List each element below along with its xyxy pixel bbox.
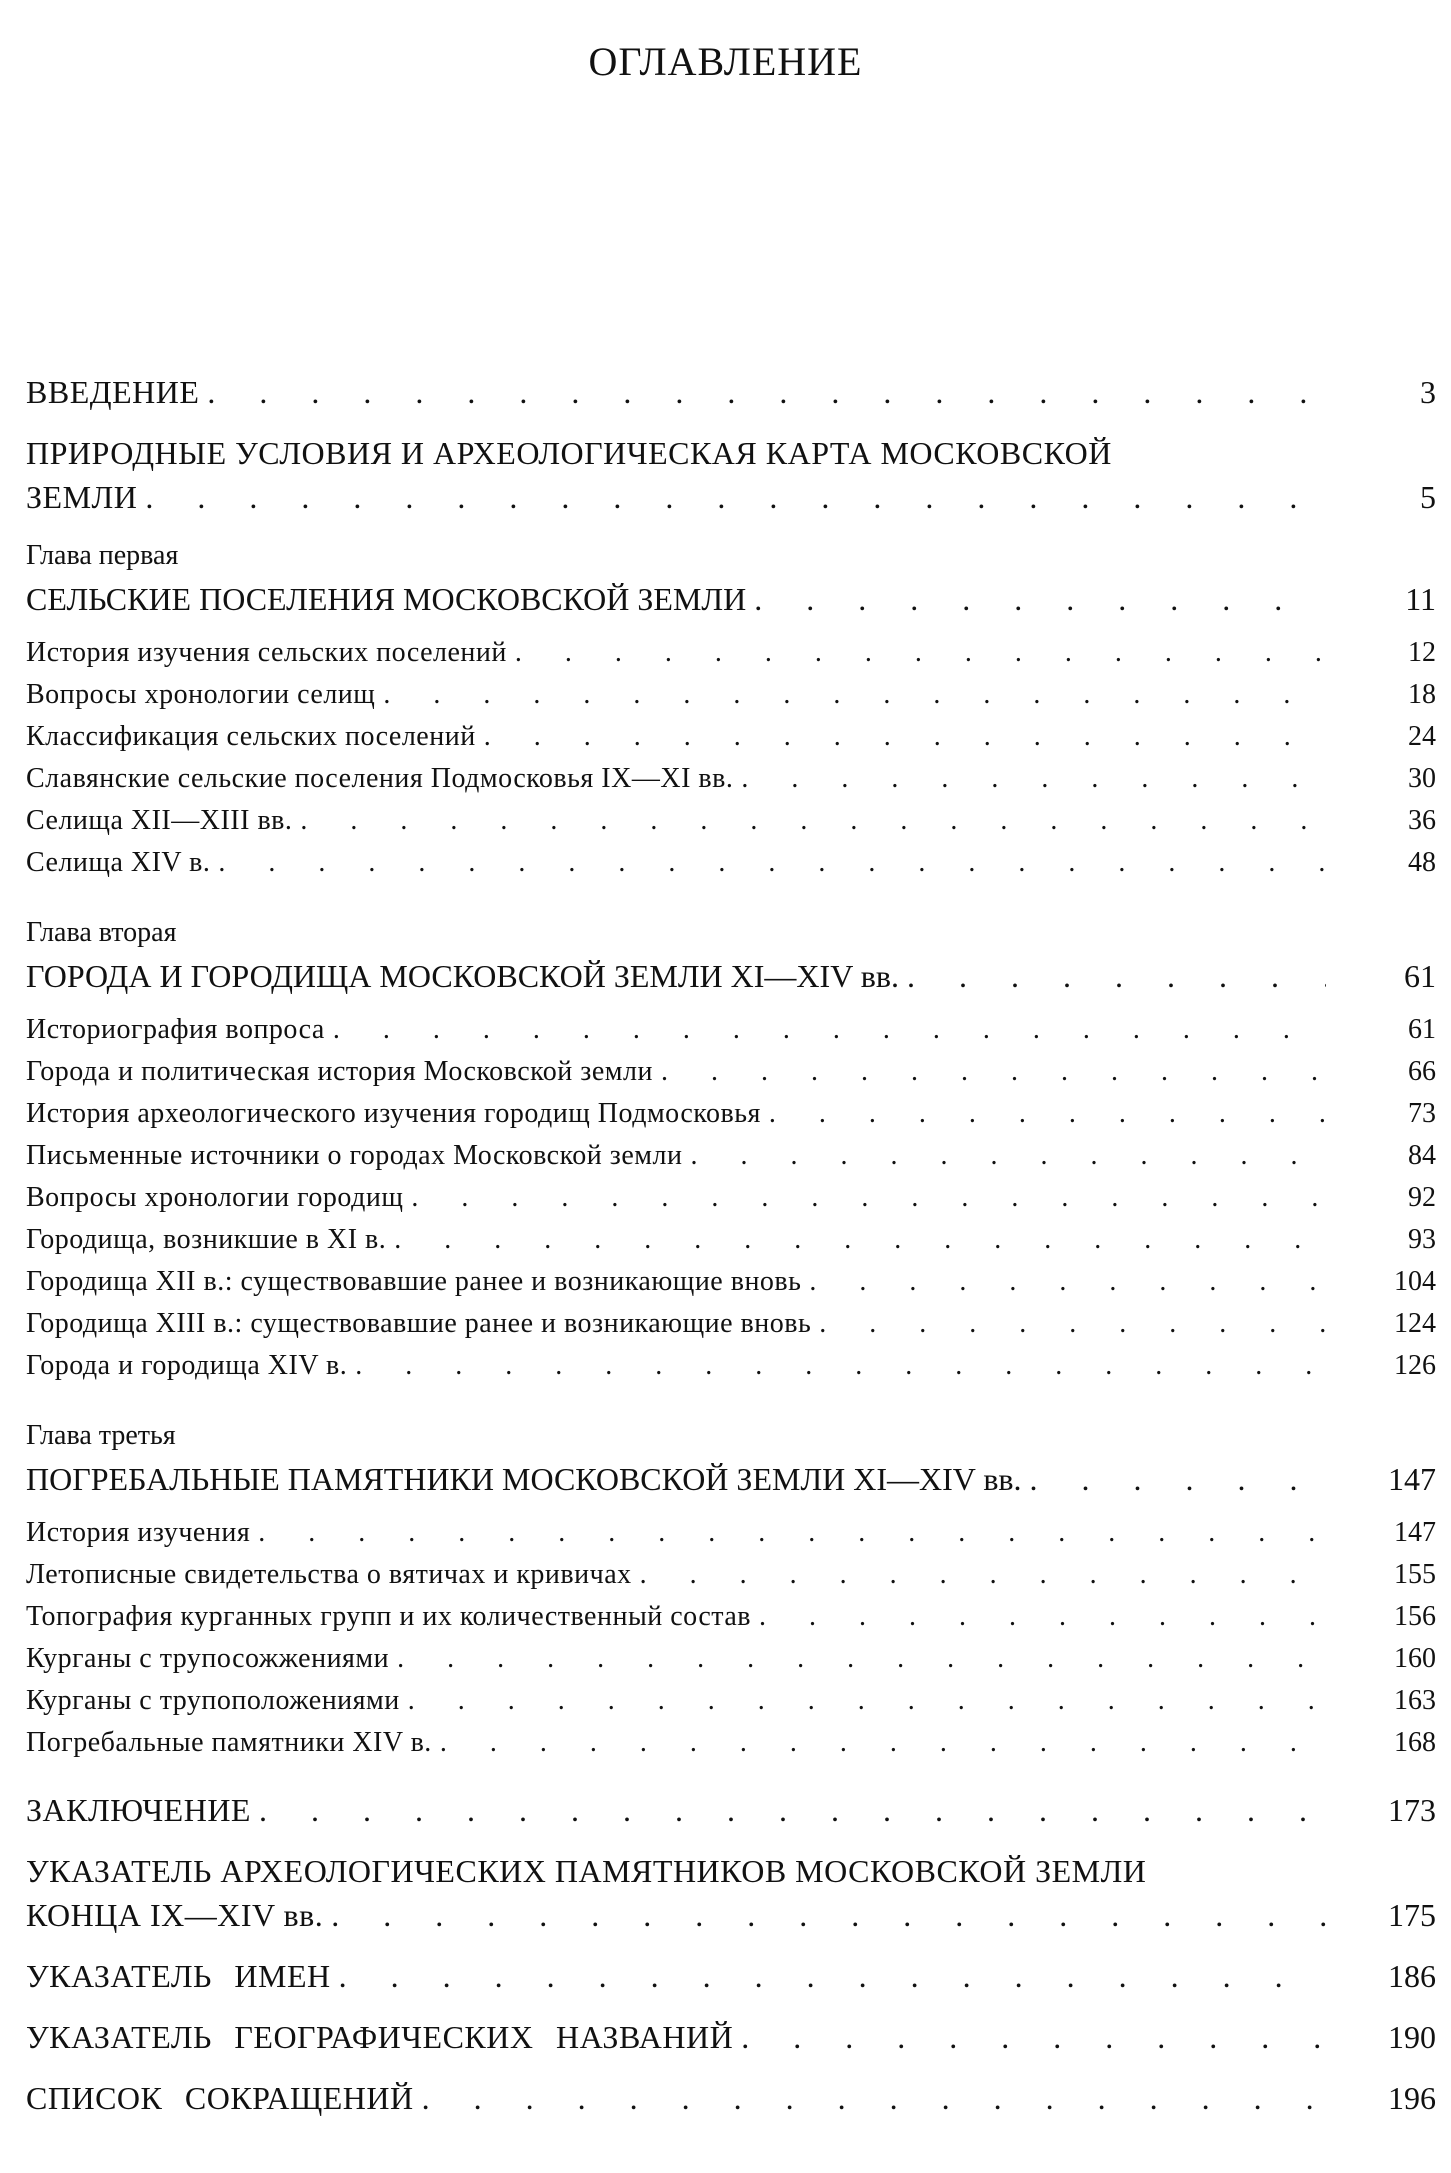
toc-section[interactable]	[26, 1177, 1436, 1219]
dot-leader	[733, 2015, 1326, 2059]
page-title: ОГЛАВЛЕНИЕ	[588, 39, 863, 84]
dot-leader	[733, 758, 1326, 800]
toc-page-number: 160	[1394, 1643, 1436, 1674]
toc-section-title: Погребальные памятники XIV в.	[26, 1727, 432, 1758]
toc-section[interactable]	[26, 1596, 1436, 1638]
dot-leader	[375, 674, 1326, 716]
toc-section-title: Селища XII—XIII вв.	[26, 805, 293, 836]
dot-leader	[751, 1596, 1326, 1638]
toc-page-number: 3	[1420, 374, 1436, 410]
toc-section-title: Летописные свидетельства о вятичах и кривичах	[26, 1559, 632, 1590]
toc-section-title: Курганы с трупоположениями	[26, 1685, 400, 1716]
dot-leader	[632, 1554, 1326, 1596]
toc-entry-abbreviations[interactable]	[26, 2076, 1436, 2120]
toc-entry-chapter-title[interactable]	[26, 1456, 1436, 1502]
dot-leader	[400, 1680, 1326, 1722]
toc-page-number: 186	[1388, 1958, 1436, 1994]
toc-page-number: 73	[1408, 1098, 1436, 1129]
chapter-block-2	[26, 913, 1436, 1387]
toc-section-title: Города и политическая история Московской земли	[26, 1056, 653, 1087]
table-of-contents	[26, 370, 1436, 2137]
dot-leader	[507, 632, 1326, 674]
chapter-label: Глава первая	[26, 540, 179, 571]
toc-page-number: 155	[1394, 1559, 1436, 1590]
toc-section[interactable]	[26, 1219, 1436, 1261]
toc-section-title: Топография курганных групп и их количественный состав	[26, 1601, 752, 1632]
toc-entry-title: СПИСОК СОКРАЩЕНИЙ	[26, 2080, 414, 2116]
toc-page-number: 18	[1408, 679, 1436, 710]
toc-entry-title: УКАЗАТЕЛЬ ГЕОГРАФИЧЕСКИХ НАЗВАНИЙ	[26, 2019, 734, 2055]
dot-leader	[210, 842, 1326, 884]
toc-section[interactable]	[26, 1638, 1436, 1680]
toc-entry-title-line2-row	[26, 475, 1436, 519]
toc-section-title: Городища XIII в.: существовавшие ранее и возникающие вновь	[26, 1308, 812, 1339]
toc-section[interactable]	[26, 716, 1436, 758]
toc-page-number: 24	[1408, 721, 1436, 752]
toc-section-title: Курганы с трупосожжениями	[26, 1643, 390, 1674]
toc-page-number: 84	[1408, 1140, 1436, 1171]
toc-section-title: Вопросы хронологии городищ	[26, 1182, 404, 1213]
toc-section[interactable]	[26, 1303, 1436, 1345]
toc-page-number: 61	[1404, 958, 1436, 994]
chapter-label: Глава третья	[26, 1420, 176, 1451]
toc-page-number: 66	[1408, 1056, 1436, 1087]
toc-section-title: История археологического изучения городищ Подмосковья	[26, 1098, 761, 1129]
toc-section-title: История изучения сельских поселений	[26, 637, 507, 668]
chapter-block-3	[26, 1416, 1436, 1764]
dot-leader	[432, 1722, 1326, 1764]
dot-leader	[414, 2076, 1326, 2120]
dot-leader	[347, 1345, 1326, 1387]
toc-entry-title-line1: ПРИРОДНЫЕ УСЛОВИЯ И АРХЕОЛОГИЧЕСКАЯ КАРТА МОСКОВСКОЙ	[26, 435, 1112, 471]
toc-entry-title: УКАЗАТЕЛЬ ИМЕН	[26, 1958, 331, 1994]
toc-entry-index-monuments[interactable]	[26, 1849, 1436, 1937]
toc-entry-title: ВВЕДЕНИЕ	[26, 374, 200, 410]
toc-page-number: 5	[1420, 479, 1436, 515]
toc-section[interactable]	[26, 1345, 1436, 1387]
toc-section[interactable]	[26, 1554, 1436, 1596]
toc-page-number: 124	[1394, 1308, 1436, 1339]
toc-page-number: 168	[1394, 1727, 1436, 1758]
toc-entry-conclusion[interactable]	[26, 1788, 1436, 1832]
toc-page-number: 190	[1388, 2019, 1436, 2055]
toc-page-number: 156	[1394, 1601, 1436, 1632]
dot-leader	[653, 1051, 1326, 1093]
toc-page-number: 36	[1408, 805, 1436, 836]
toc-entry-index-geographic[interactable]	[26, 2015, 1436, 2059]
toc-section-title: Вопросы хронологии селищ	[26, 679, 376, 710]
toc-section[interactable]	[26, 842, 1436, 884]
dot-leader	[403, 1177, 1326, 1219]
toc-section[interactable]	[26, 1722, 1436, 1764]
toc-entry-title-line1: УКАЗАТЕЛЬ АРХЕОЛОГИЧЕСКИХ ПАМЯТНИКОВ МОСКОВСКОЙ ЗЕМЛИ	[26, 1853, 1147, 1889]
toc-section[interactable]	[26, 1051, 1436, 1093]
toc-entry-introduction[interactable]	[26, 370, 1436, 414]
toc-page-number: 48	[1408, 847, 1436, 878]
toc-entry-natural-conditions[interactable]	[26, 431, 1436, 519]
dot-leader	[1022, 1456, 1326, 1502]
toc-page-number: 104	[1394, 1266, 1436, 1297]
spacer	[26, 884, 1436, 908]
toc-entry-title: ЗАКЛЮЧЕНИЕ	[26, 1792, 251, 1828]
toc-section-title: История изучения	[26, 1517, 251, 1548]
toc-section[interactable]	[26, 632, 1436, 674]
toc-entry-title-line2-row	[26, 1893, 1436, 1937]
toc-section[interactable]	[26, 1680, 1436, 1722]
toc-page-number: 147	[1394, 1517, 1436, 1548]
toc-page-number: 12	[1408, 637, 1436, 668]
toc-section[interactable]	[26, 800, 1436, 842]
toc-page-number: 163	[1394, 1685, 1436, 1716]
toc-page-number: 147	[1388, 1461, 1436, 1497]
toc-entry-title-line2: КОНЦА IX—XIV вв.	[26, 1897, 324, 1933]
toc-section[interactable]	[26, 1512, 1436, 1554]
dot-leader	[292, 800, 1326, 842]
toc-entry-chapter-title[interactable]	[26, 576, 1436, 622]
dot-leader	[761, 1093, 1326, 1135]
toc-page-number: 173	[1388, 1792, 1436, 1828]
toc-entry-chapter-title[interactable]	[26, 953, 1436, 999]
toc-entry-title-line2: ЗЕМЛИ	[26, 479, 138, 515]
toc-section[interactable]	[26, 674, 1436, 716]
dot-leader	[323, 1893, 1326, 1937]
dot-leader	[137, 475, 1326, 519]
dot-leader	[199, 370, 1326, 414]
spacer	[26, 1764, 1436, 1788]
toc-entry-title: СЕЛЬСКИЕ ПОСЕЛЕНИЯ МОСКОВСКОЙ ЗЕМЛИ	[26, 581, 747, 617]
dot-leader	[250, 1512, 1326, 1554]
toc-page-number: 92	[1408, 1182, 1436, 1213]
toc-page-number: 93	[1408, 1224, 1436, 1255]
toc-section-title: Городища, возникшие в XI в.	[26, 1224, 387, 1255]
toc-page-number: 30	[1408, 763, 1436, 794]
toc-page-number: 126	[1394, 1350, 1436, 1381]
toc-page-number: 175	[1388, 1897, 1436, 1933]
toc-entry-title: ПОГРЕБАЛЬНЫЕ ПАМЯТНИКИ МОСКОВСКОЙ ЗЕМЛИ XI—XIV вв.	[26, 1461, 1022, 1497]
toc-section[interactable]	[26, 1009, 1436, 1051]
dot-leader	[746, 576, 1326, 622]
toc-section-title: Селища XIV в.	[26, 847, 211, 878]
spacer	[26, 1387, 1436, 1411]
toc-section[interactable]	[26, 1093, 1436, 1135]
toc-section-title: Историография вопроса	[26, 1014, 325, 1045]
toc-section-title: Классификация сельских поселений	[26, 721, 476, 752]
dot-leader	[331, 1954, 1326, 1998]
dot-leader	[801, 1261, 1326, 1303]
toc-section-title: Города и городища XIV в.	[26, 1350, 348, 1381]
toc-page-number: 11	[1405, 581, 1436, 617]
dot-leader	[386, 1219, 1326, 1261]
toc-section[interactable]	[26, 1135, 1436, 1177]
toc-section[interactable]	[26, 1261, 1436, 1303]
dot-leader	[325, 1009, 1326, 1051]
dot-leader	[682, 1135, 1326, 1177]
toc-page-number: 196	[1388, 2080, 1436, 2116]
toc-entry-title: ГОРОДА И ГОРОДИЩА МОСКОВСКОЙ ЗЕМЛИ XI—XIV вв.	[26, 958, 899, 994]
toc-section-title: Славянские сельские поселения Подмосковья IX—XI вв.	[26, 763, 734, 794]
toc-page-number: 61	[1408, 1014, 1436, 1045]
chapter-block-1	[26, 536, 1436, 884]
dot-leader	[251, 1788, 1326, 1832]
toc-section-title: Городища XII в.: существовавшие ранее и возникающие вновь	[26, 1266, 802, 1297]
toc-section-title: Письменные источники о городах Московской земли	[26, 1140, 683, 1171]
dot-leader	[389, 1638, 1326, 1680]
dot-leader	[476, 716, 1326, 758]
dot-leader	[811, 1303, 1326, 1345]
chapter-label: Глава вторая	[26, 917, 177, 948]
toc-entry-index-names[interactable]	[26, 1954, 1436, 1998]
dot-leader	[899, 953, 1326, 999]
toc-section[interactable]	[26, 758, 1436, 800]
